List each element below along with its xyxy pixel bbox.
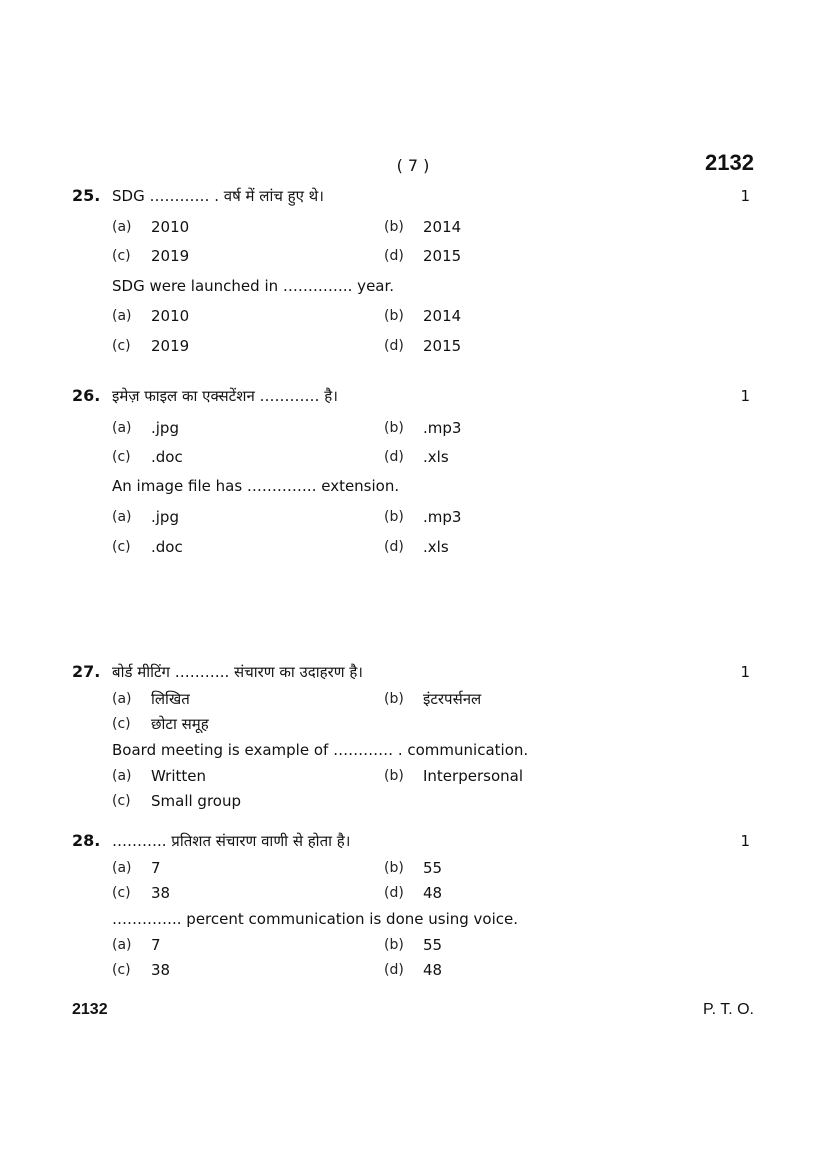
option-text: .jpg	[151, 508, 179, 526]
option-label: (a)	[112, 219, 132, 235]
option-text: 2014	[423, 307, 462, 325]
option-label: (a)	[112, 768, 132, 784]
option-label: (a)	[112, 420, 132, 436]
option-label: (a)	[112, 509, 132, 525]
question-text-hindi: बोर्ड मीटिंग ……….. संचारण का उदाहरण है।	[112, 663, 363, 681]
option-text: .doc	[151, 448, 183, 466]
question-marks: 1	[740, 663, 750, 681]
option-text: 48	[423, 884, 443, 902]
option-label: (d)	[384, 885, 404, 901]
question-marks: 1	[740, 387, 750, 405]
option-label: (d)	[384, 248, 404, 264]
option-text: .xls	[423, 448, 449, 466]
option-text: .jpg	[151, 419, 179, 437]
option-label: (d)	[384, 962, 404, 978]
option-label: (a)	[112, 937, 132, 953]
option-text: 55	[423, 936, 443, 954]
option-text: .mp3	[423, 419, 462, 437]
question-text-english: Board meeting is example of ………… . communication.	[112, 741, 529, 759]
option-text: लिखित	[151, 690, 190, 708]
option-label: (c)	[112, 248, 131, 264]
question-text-hindi: इमेज़ फाइल का एक्सटेंशन ………… है।	[112, 387, 338, 405]
option-label: (b)	[384, 768, 404, 784]
question-number: 28.	[72, 831, 101, 850]
question-marks: 1	[740, 187, 750, 205]
option-text: इंटरपर्सनल	[423, 690, 482, 708]
option-text: .mp3	[423, 508, 462, 526]
option-label: (c)	[112, 338, 131, 354]
paper-code-header: 2132	[705, 150, 754, 175]
option-text: 2014	[423, 218, 462, 236]
option-label: (d)	[384, 539, 404, 555]
option-label: (a)	[112, 691, 132, 707]
option-label: (c)	[112, 962, 131, 978]
question-number: 25.	[72, 186, 101, 205]
option-text: Interpersonal	[423, 767, 523, 785]
option-label: (b)	[384, 219, 404, 235]
option-label: (c)	[112, 716, 131, 732]
option-label: (a)	[112, 860, 132, 876]
page-number: ( 7 )	[396, 156, 430, 175]
option-label: (c)	[112, 793, 131, 809]
question-text-hindi: SDG ………… . वर्ष में लांच हुए थे।	[112, 187, 324, 205]
option-label: (d)	[384, 449, 404, 465]
option-label: (d)	[384, 338, 404, 354]
option-text: 55	[423, 859, 443, 877]
option-text: Written	[151, 767, 206, 785]
option-text: 7	[151, 859, 161, 877]
option-text: 38	[151, 884, 171, 902]
option-text: Small group	[151, 792, 241, 810]
option-text: 2015	[423, 337, 462, 355]
option-label: (b)	[384, 308, 404, 324]
pto-label: P. T. O.	[703, 1001, 754, 1018]
question-marks: 1	[740, 832, 750, 850]
option-text: 2019	[151, 247, 190, 265]
question-number: 26.	[72, 386, 101, 405]
option-text: 7	[151, 936, 161, 954]
option-text: 2010	[151, 307, 190, 325]
option-text: .xls	[423, 538, 449, 556]
option-label: (b)	[384, 420, 404, 436]
option-label: (c)	[112, 449, 131, 465]
question-number: 27.	[72, 662, 101, 681]
option-label: (c)	[112, 539, 131, 555]
option-text: 38	[151, 961, 171, 979]
option-text: छोटा समूह	[151, 715, 209, 733]
option-label: (b)	[384, 860, 404, 876]
option-label: (a)	[112, 308, 132, 324]
question-text-english: ………….. percent communication is done using voice.	[112, 910, 518, 928]
option-text: 2015	[423, 247, 462, 265]
option-text: 48	[423, 961, 443, 979]
option-text: 2019	[151, 337, 190, 355]
question-text-english: SDG were launched in ………….. year.	[112, 277, 395, 295]
option-label: (c)	[112, 885, 131, 901]
question-text-english: An image file has ………….. extension.	[112, 477, 400, 495]
option-text: .doc	[151, 538, 183, 556]
option-label: (b)	[384, 937, 404, 953]
option-text: 2010	[151, 218, 190, 236]
option-label: (b)	[384, 509, 404, 525]
question-text-hindi: ……….. प्रतिशत संचारण वाणी से होता है।	[112, 832, 351, 850]
option-label: (b)	[384, 691, 404, 707]
paper-code-footer: 2132	[72, 1001, 108, 1018]
